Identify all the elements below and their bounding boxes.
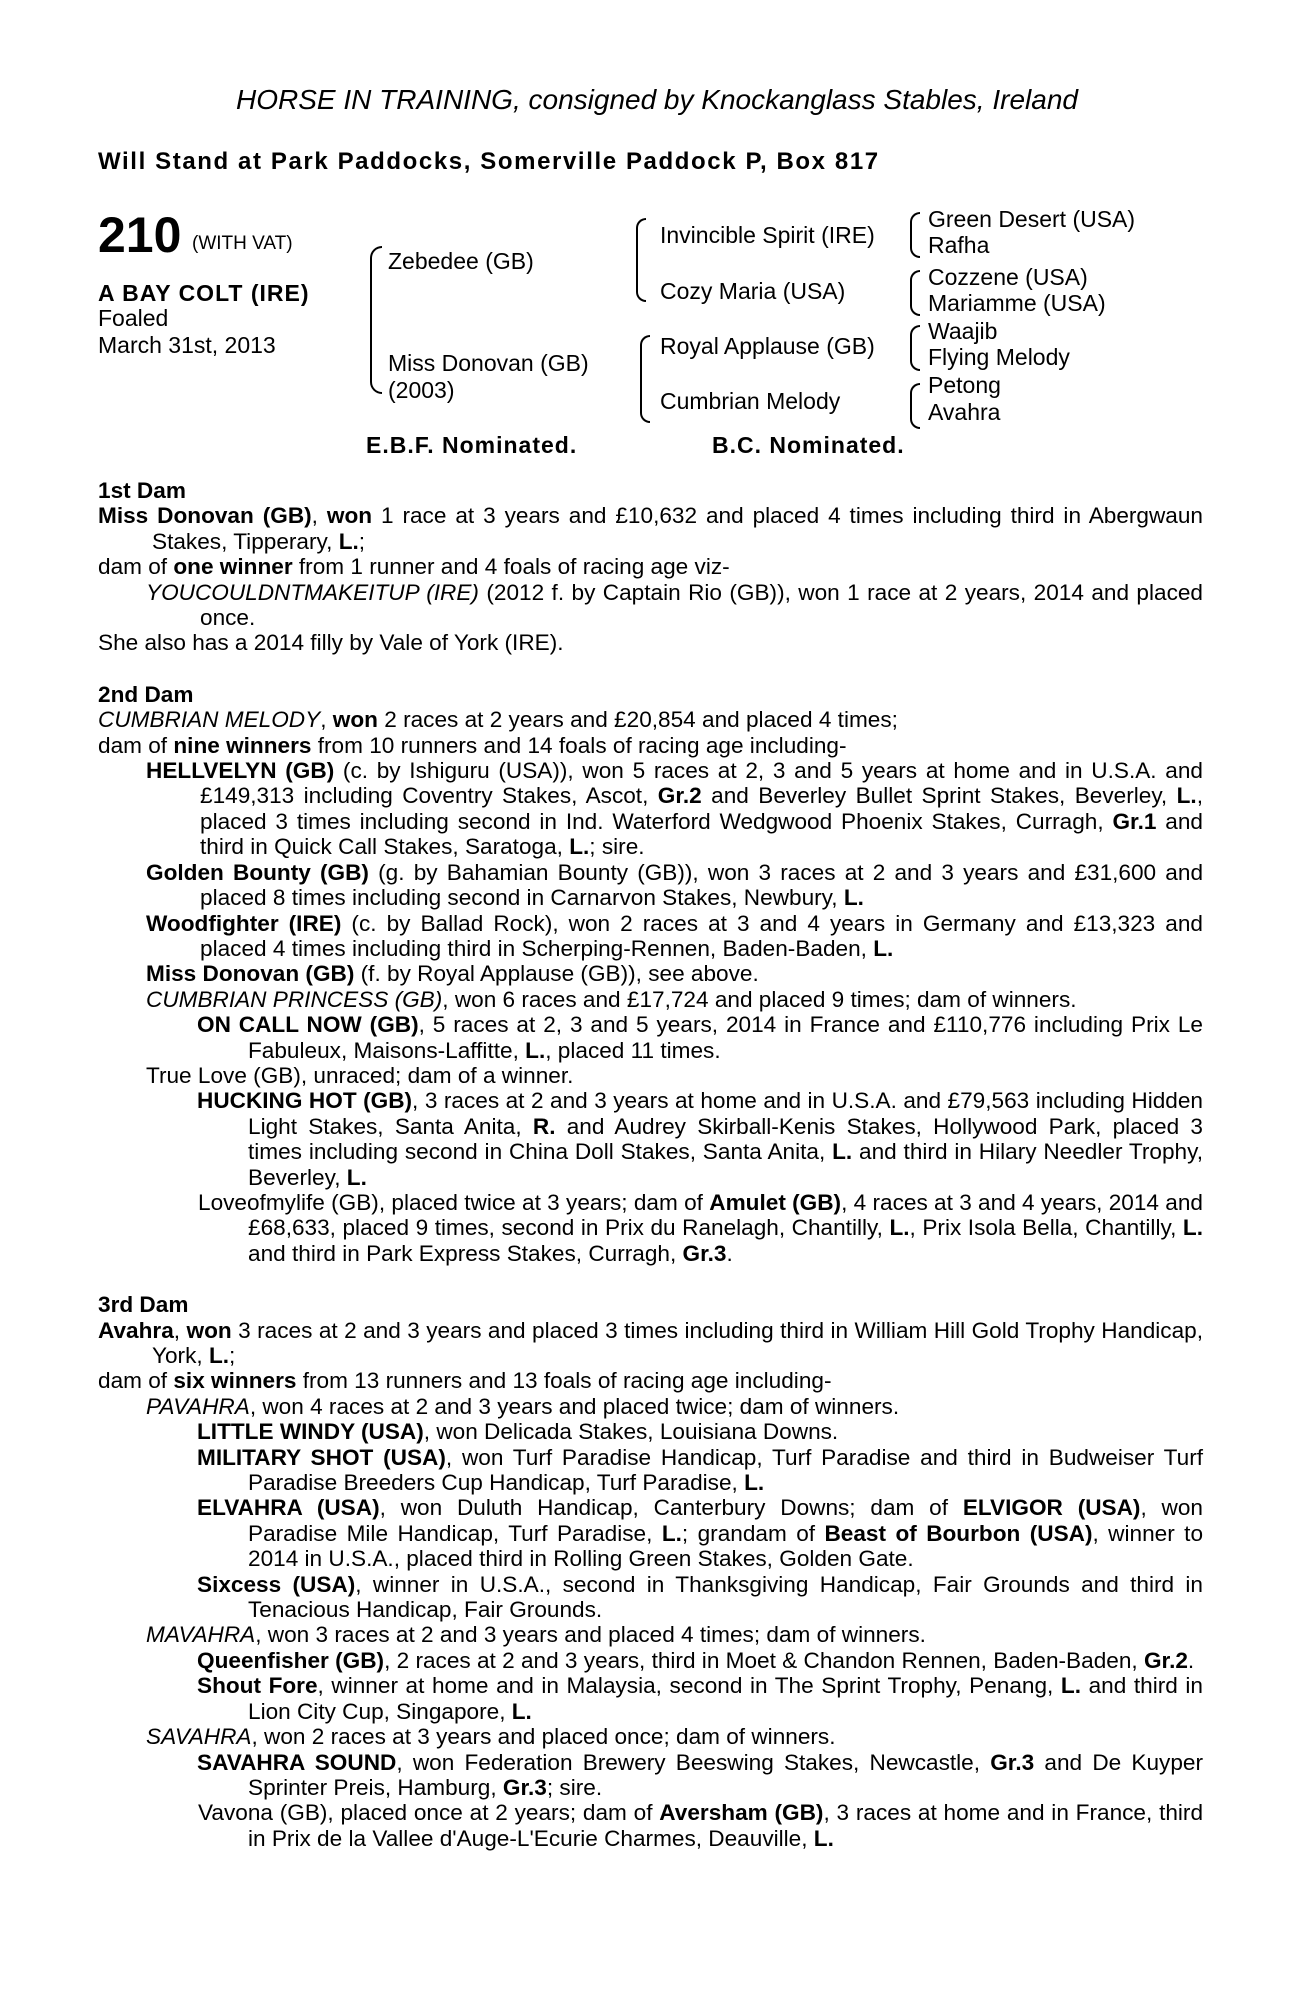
produce-entry (98, 758, 1203, 860)
grade-marker: Gr.2 (657, 783, 702, 809)
entry-text: Loveofmylife (GB), placed twice at 3 years; dam of (198, 1189, 710, 1215)
horse-name: Amulet (GB) (709, 1189, 842, 1215)
entry-text: (c. by Ishiguru (USA)), won 5 races at 2, 3 and 5 years at home and in U.S.A. and £149,313 including Coventry Stakes, Ascot, (200, 758, 1203, 809)
listed-marker: L. (873, 935, 894, 961)
entry-text: , won 3 races at 2 and 3 years and placed 4 times; dam of winners. (255, 1622, 926, 1648)
horse-name: Queenfisher (GB) (197, 1647, 385, 1673)
produce-entry (98, 1622, 1203, 1647)
first-dam-won: won (326, 503, 373, 529)
lot-number: 210 (98, 207, 182, 263)
pedigree-gp-5: Waajib (928, 318, 998, 344)
horse-name: SAVAHRA SOUND (197, 1749, 397, 1775)
entry-text: , placed 3 times including second in Ind. Waterford Wedgwood Phoenix Stakes, Curragh, (200, 783, 1203, 834)
separator: , (320, 707, 333, 733)
horse-name: Sixcess (USA) (197, 1571, 356, 1597)
entry-text: , won Paradise Mile Handicap, Turf Paradise, (248, 1495, 1204, 1546)
pedigree-brace (370, 246, 382, 394)
stand-location: Will Stand at Park Paddocks, Somerville Paddock P, Box 817 (98, 148, 880, 175)
pedigree-dam-year: (2003) (388, 377, 455, 403)
entry-text: and third in Lion City Cup, Singapore, (248, 1673, 1203, 1724)
listed-marker: L. (832, 1139, 853, 1165)
pedigree-brace (910, 270, 920, 316)
listed-marker: L. (1182, 1215, 1203, 1241)
produce-text: from 1 runner and 4 foals of racing age viz- (292, 554, 730, 580)
horse-name: CUMBRIAN PRINCESS (GB) (146, 986, 443, 1012)
record-text: 2 races at 2 years and £20,854 and placed 4 times; (377, 707, 898, 733)
bc-nominated: B.C. Nominated. (712, 432, 905, 458)
produce-entry (98, 860, 1203, 911)
produce-entry (98, 1724, 1203, 1749)
produce-entry (98, 1394, 1203, 1419)
punct: . (1187, 1647, 1195, 1673)
pedigree-sire-dam: Cozy Maria (USA) (660, 278, 846, 304)
first-dam-record (98, 503, 1203, 554)
entry-text: (g. by Bahamian Bounty (GB)), won 3 races at 2 and 3 years and £31,600 and placed 8 times including second in Carnarvon Stakes, Newbury, (200, 859, 1204, 911)
foal-name: YOUCOULDNTMAKEITUP (IRE) (146, 579, 479, 605)
entry-text: ; sire. (589, 834, 645, 860)
pedigree-dam-dam: Cumbrian Melody (660, 388, 841, 414)
produce-text: from 10 runners and 14 foals of racing age including- (311, 732, 847, 758)
pedigree-brace (910, 212, 920, 258)
grandproduce-entry (98, 1800, 1203, 1851)
first-dam-heading: 1st Dam (98, 478, 186, 503)
grade-marker: Gr.3 (990, 1749, 1035, 1775)
grade-marker: Gr.2 (1143, 1647, 1188, 1673)
listed-marker: L. (661, 1520, 682, 1546)
separator: , (173, 1317, 187, 1343)
entry-text: , won Duluth Handicap, Canterbury Downs; dam of (379, 1495, 963, 1521)
pedigree-gp-2: Rafha (928, 232, 990, 258)
entry-text: , won 2 races at 3 years and placed once; dam of winners. (251, 1724, 836, 1750)
first-dam-name: Miss Donovan (GB) (98, 503, 312, 529)
pedigree-brace (910, 325, 920, 371)
produce-entry: True Love (GB), unraced; dam of a winner. (146, 1062, 574, 1088)
entry-text: , won 4 races at 2 and 3 years and placed twice; dam of winners. (249, 1393, 900, 1419)
second-dam-name: CUMBRIAN MELODY (98, 707, 321, 733)
foaled-date: March 31st, 2013 (98, 332, 276, 358)
horse-name: PAVAHRA (146, 1393, 250, 1419)
produce-text: dam of (98, 732, 174, 758)
entry-text: and De Kuyper Sprinter Preis, Hamburg, (248, 1749, 1204, 1800)
produce-winners: one winner (173, 554, 293, 580)
grandproduce-entry (98, 1572, 1203, 1623)
pedigree-dam-sire: Royal Applause (GB) (660, 333, 875, 359)
punct: . (726, 1240, 733, 1266)
entry-text: , 3 races at home and in France, third in Prix de la Vallee d'Auge-L'Ecurie Charmes, Deauville, (248, 1800, 1204, 1851)
entry-text: , won Delicada Stakes, Louisiana Downs. (423, 1419, 839, 1445)
horse-name: HUCKING HOT (GB) (197, 1088, 413, 1114)
listed-marker: L. (1060, 1673, 1081, 1699)
horse-name: Beast of Bourbon (USA) (824, 1520, 1093, 1546)
listed-marker: L. (813, 1825, 834, 1851)
pedigree-gp-8: Avahra (928, 399, 1001, 425)
grandproduce-entry (98, 1750, 1203, 1801)
entry-text: , winner to 2014 in U.S.A., placed third in Rolling Green Stakes, Golden Gate. (248, 1520, 1204, 1572)
pedigree-gp-4: Mariamme (USA) (928, 290, 1106, 316)
horse-name: ON CALL NOW (GB) (197, 1012, 419, 1038)
third-dam-heading: 3rd Dam (98, 1292, 189, 1318)
first-dam-foal (98, 580, 1203, 631)
listed-marker: L. (511, 1698, 532, 1724)
grandproduce-entry (98, 1012, 1203, 1063)
entry-text: and Beverley Bullet Sprint Stakes, Beverley, (701, 783, 1177, 809)
horse-name: Miss Donovan (GB) (146, 961, 355, 987)
horse-name: ELVIGOR (USA) (962, 1495, 1141, 1521)
pedigree-gp-7: Petong (928, 372, 1001, 398)
won-label: won (332, 707, 378, 733)
punct: ; (229, 1343, 236, 1368)
entry-text: (f. by Royal Applause (GB)), see above. (354, 961, 759, 987)
entry-text: , 5 races at 2, 3 and 5 years, 2014 in France and £110,776 including Prix Le Fabuleux, Maisons-Laffitte, (248, 1012, 1203, 1063)
pedigree-gp-6: Flying Melody (928, 344, 1070, 370)
third-dam-produce-summary (98, 1368, 1203, 1393)
pedigree-brace (636, 218, 646, 302)
lot-name: A BAY COLT (IRE) (98, 280, 310, 306)
produce-text: from 13 runners and 13 foals of racing age including- (296, 1368, 832, 1394)
first-dam-note: She also has a 2014 filly by Vale of York (IRE). (98, 630, 564, 656)
second-dam-heading: 2nd Dam (98, 681, 194, 707)
entry-text: , won Federation Brewery Beeswing Stakes, Newcastle, (396, 1749, 991, 1775)
entry-text: (c. by Ballad Rock), won 2 races at 3 and 4 years in Germany and £13,323 and placed 4 times including third in Scherping-Rennen, Baden-Baden, (200, 910, 1203, 961)
horse-name: Woodfighter (IRE) (146, 910, 342, 936)
grade-marker: Gr.3 (682, 1240, 727, 1266)
pedigree-sire: Zebedee (GB) (388, 248, 534, 274)
punct: ; (358, 528, 366, 554)
entry-text: , won Turf Paradise Handicap, Turf Paradise and third in Budweiser Turf Paradise Breeders Cup Handicap, Turf Paradise, (248, 1444, 1203, 1496)
grandproduce-entry (98, 1648, 1203, 1673)
lot-vat-note: (WITH VAT) (192, 233, 293, 254)
grandproduce-entry (98, 1445, 1203, 1496)
horse-name: Aversham (GB) (659, 1800, 824, 1826)
produce-winners: six winners (173, 1368, 297, 1394)
produce-text: dam of (98, 1368, 174, 1394)
horse-name: MILITARY SHOT (USA) (197, 1444, 446, 1470)
foal-text: (2012 f. by Captain Rio (GB)), won 1 race at 2 years, 2014 and placed once. (200, 579, 1204, 631)
won-label: won (186, 1317, 232, 1343)
entry-text: , placed 11 times. (545, 1037, 721, 1063)
horse-name: Golden Bounty (GB) (146, 859, 369, 885)
horse-name: MAVAHRA (146, 1622, 256, 1648)
entry-text: , 3 races at 2 and 3 years at home and in U.S.A. and £79,563 including Hidden Light Stakes, Santa Anita, (248, 1088, 1203, 1139)
entry-text: and third in Quick Call Stakes, Saratoga, (200, 808, 1203, 860)
pedigree-dam: Miss Donovan (GB) (388, 350, 589, 376)
entry-text: and third in Hilary Needler Trophy, Beverley, (248, 1139, 1203, 1190)
listed-marker: L. (744, 1470, 765, 1496)
listed-marker: L. (208, 1343, 230, 1368)
entry-text: , won 6 races and £17,724 and placed 9 times; dam of winners. (442, 986, 1077, 1012)
entry-text: ; sire. (546, 1774, 603, 1800)
horse-name: LITTLE WINDY (USA) (197, 1419, 424, 1445)
produce-entry (98, 911, 1203, 962)
produce-entry (98, 987, 1203, 1012)
entry-text: and Audrey Skirball-Kenis Stakes, Hollywood Park, placed 3 times including second in China Doll Stakes, Santa Anita, (248, 1113, 1203, 1165)
first-dam-produce-summary (98, 554, 1203, 579)
separator: , (311, 503, 327, 529)
listed-marker: L. (889, 1215, 910, 1241)
grandproduce-entry (98, 1495, 1203, 1571)
restricted-marker: R. (532, 1113, 556, 1139)
listed-marker: L. (1176, 783, 1197, 809)
second-dam-record (98, 707, 1203, 732)
produce-text: dam of (98, 554, 174, 580)
pedigree-brace (910, 383, 920, 429)
pedigree-gp-3: Cozzene (USA) (928, 264, 1088, 290)
page-title: HORSE IN TRAINING, consigned by Knockanglass Stables, Ireland (236, 84, 1078, 115)
third-dam-record (98, 1318, 1203, 1369)
grandproduce-entry (98, 1419, 1203, 1444)
second-dam-produce-summary (98, 733, 1203, 758)
entry-text: , winner at home and in Malaysia, second in The Sprint Trophy, Penang, (317, 1673, 1061, 1699)
pedigree-gp-1: Green Desert (USA) (928, 206, 1136, 232)
grandproduce-entry (98, 1088, 1203, 1190)
entry-text: , 2 races at 2 and 3 years, third in Moet & Chandon Rennen, Baden-Baden, (384, 1647, 1144, 1673)
horse-name: Shout Fore (197, 1673, 318, 1699)
entry-text: , 4 races at 3 and 4 years, 2014 and £68,633, placed 9 times, second in Prix du Ranelagh, Chantilly, (248, 1189, 1203, 1241)
listed-marker: L. (843, 885, 864, 911)
produce-winners: nine winners (173, 732, 312, 758)
third-dam-name: Avahra (98, 1317, 174, 1343)
entry-text: , Prix Isola Bella, Chantilly, (909, 1215, 1183, 1241)
grandproduce-entry (98, 1673, 1203, 1724)
listed-marker: L. (525, 1037, 546, 1063)
produce-entry (98, 961, 1203, 986)
listed-marker: L. (346, 1164, 367, 1190)
grade-marker: Gr.3 (502, 1774, 547, 1800)
pedigree-brace (640, 335, 650, 423)
horse-name: ELVAHRA (USA) (197, 1495, 380, 1521)
record-text: 3 races at 2 and 3 years and placed 3 times including third in William Hill Gold Trophy Handicap, York, (152, 1317, 1203, 1368)
pedigree-notes (98, 478, 1203, 1851)
horse-name: SAVAHRA (146, 1724, 252, 1750)
entry-text: ; grandam of (681, 1520, 825, 1546)
entry-text: , winner in U.S.A., second in Thanksgiving Handicap, Fair Grounds and third in Tenacious Handicap, Fair Grounds. (248, 1571, 1203, 1623)
listed-marker: L. (338, 528, 359, 554)
ebf-nominated: E.B.F. Nominated. (366, 432, 578, 458)
listed-marker: L. (569, 834, 590, 860)
grandproduce-entry (98, 1190, 1203, 1266)
foaled-label: Foaled (98, 305, 169, 331)
grade-marker: Gr.1 (1112, 808, 1157, 834)
entry-text: and third in Park Express Stakes, Curragh, (248, 1240, 683, 1266)
first-dam-text: 1 race at 3 years and £10,632 and placed 4 times including third in Abergwaun Stakes, Tipperary, (152, 503, 1203, 554)
horse-name: HELLVELYN (GB) (146, 758, 335, 784)
entry-text: Vavona (GB), placed once at 2 years; dam of (198, 1800, 660, 1826)
pedigree-sire-sire: Invincible Spirit (IRE) (660, 222, 875, 248)
